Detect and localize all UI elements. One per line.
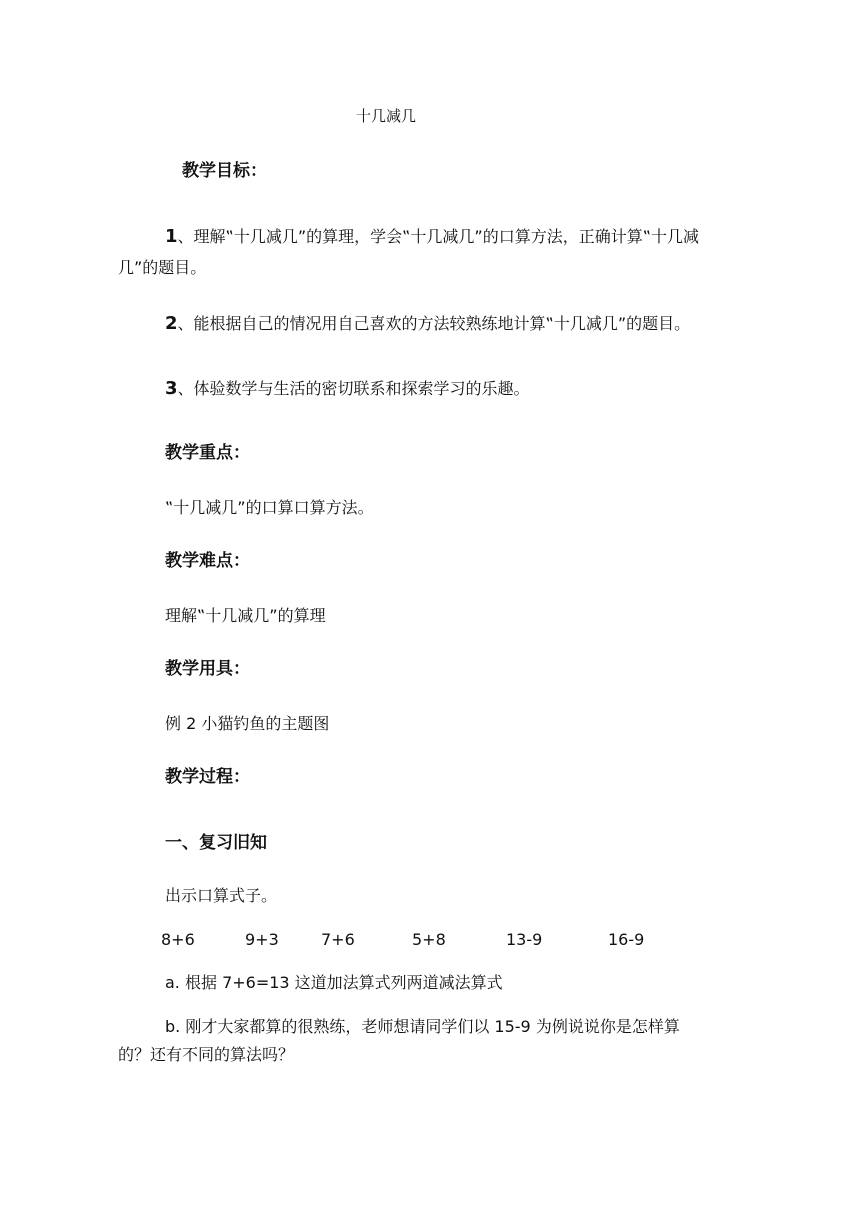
objective-2 (165, 314, 690, 334)
section1-heading: 一、复习旧知 (165, 833, 267, 853)
tools-heading: 教学用具： (165, 659, 250, 679)
objective-1-text-line1: 理解‟十几减几”的算理，学会‟十几减几”的口算方法，正确计算‟十几减 (193, 227, 699, 246)
key-points-heading: 教学重点： (165, 443, 250, 463)
expression-item: 7+6 (321, 930, 355, 949)
process-heading: 教学过程： (165, 767, 250, 787)
difficulty-heading: 教学难点： (165, 551, 250, 571)
objective-3-text: 体验数学与生活的密切联系和探索学习的乐趣。 (193, 379, 530, 398)
tools-text: 例 2 小猫钓鱼的主题图 (165, 714, 330, 733)
expression-item: 8+6 (161, 930, 195, 949)
expression-item: 5+8 (412, 930, 446, 949)
expression-row (0, 930, 860, 952)
objective-1-text-line2: 几”的题目。 (118, 258, 207, 277)
objective-1 (165, 227, 699, 247)
objective-1-separator: 、 (177, 227, 194, 246)
item-a: a. 根据 7+6=13 这道加法算式列两道减法算式 (165, 973, 503, 992)
objective-2-separator: 、 (177, 314, 194, 333)
item-b-line2: 的？还有不同的算法吗？ (118, 1045, 295, 1064)
document-title: 十几减几 (356, 107, 417, 125)
difficulty-text: 理解‟十几减几”的算理 (165, 606, 326, 625)
item-b-line1: b. 刚才大家都算的很熟练，老师想请同学们以 15-9 为例说说你是怎样算 (165, 1017, 680, 1036)
expression-item: 9+3 (245, 930, 279, 949)
expression-item: 16-9 (608, 930, 645, 949)
objective-3-number: 3 (165, 378, 178, 399)
objective-2-text: 能根据自己的情况用自己喜欢的方法较熟练地计算‟十几减几”的题目。 (193, 314, 691, 333)
expression-item: 13-9 (506, 930, 543, 949)
objective-3-separator: 、 (177, 379, 194, 398)
objective-3 (165, 379, 530, 399)
objective-2-number: 2 (165, 313, 178, 334)
objectives-heading: 教学目标： (182, 161, 267, 181)
section1-intro: 出示口算式子。 (165, 886, 278, 905)
key-points-text: ‟十几减几”的口算口算方法。 (165, 498, 374, 517)
objective-1-number: 1 (165, 226, 178, 247)
